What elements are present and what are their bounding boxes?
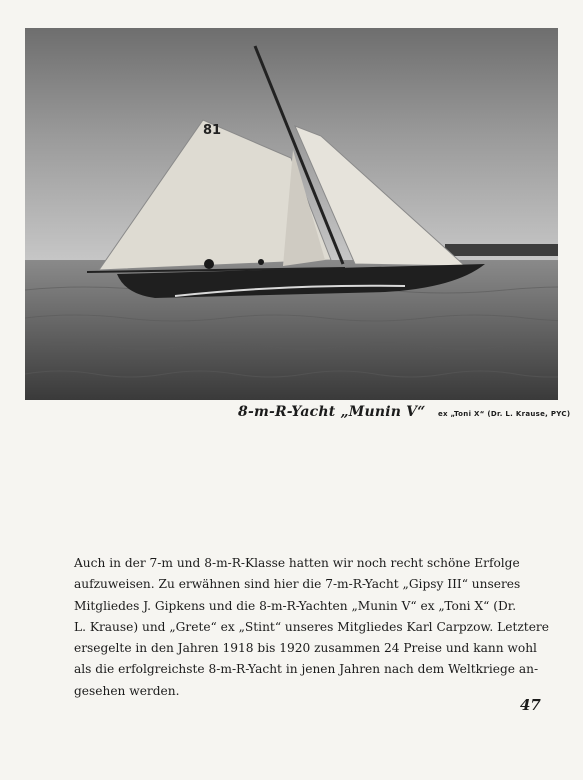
photo-caption — [238, 404, 571, 420]
paragraph-line: aufzuweisen. Zu erwähnen sind hier die 7-m-R-Yacht „Gipsy III“ unseres — [74, 577, 521, 592]
sail-number: 81 — [203, 123, 222, 138]
paragraph-line: Mitgliedes J. Gipkens und die 8-m-R-Yachten „Munin V“ ex „Toni X“ (Dr. — [74, 598, 517, 613]
body-paragraph — [74, 553, 549, 702]
far-shore — [445, 244, 558, 256]
paragraph-line: gesehen werden. — [74, 683, 180, 698]
crew-figure — [258, 259, 264, 265]
paragraph-line: Auch in der 7-m und 8-m-R-Klasse hatten wir noch recht schöne Erfolge — [74, 556, 520, 570]
caption-yacht-name: 8-m-R-Yacht „Munin V“ — [238, 404, 426, 420]
paragraph-line: ersegelte in den Jahren 1918 bis 1920 zusammen 24 Preise und kann wohl — [74, 641, 537, 656]
yacht-photo-drawing — [25, 28, 558, 400]
page-number: 47 — [520, 696, 541, 714]
paragraph-line: L. Krause) und „Grete“ ex „Stint“ unseres Mitgliedes Karl Carpzow. Letztere — [74, 619, 549, 634]
paragraph-line: als die erfolgreichste 8-m-R-Yacht in jenen Jahren nach dem Weltkriege an- — [74, 662, 539, 677]
crew-figure — [204, 259, 214, 269]
caption-detail: ex „Toni X“ (Dr. L. Krause, PYC) — [437, 410, 571, 418]
yacht-photo — [25, 28, 558, 400]
